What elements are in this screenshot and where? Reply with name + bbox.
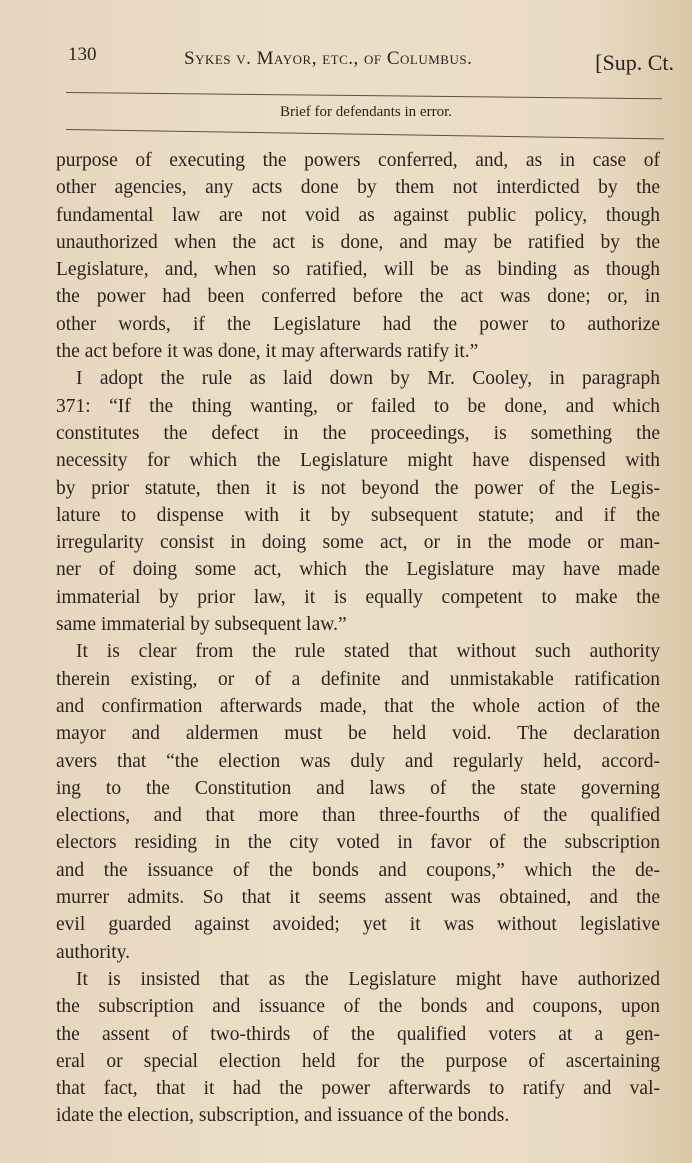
text-line: the subscription and issuance of the bonds and coupons, upon [56, 996, 660, 1018]
text-line: other agencies, any acts done by them not interdicted by the [56, 177, 660, 199]
text-line: It is insisted that as the Legislature might have authorized [76, 968, 660, 990]
paragraph [56, 365, 660, 638]
text-line: the assent of two-thirds of the qualified voters at a gen- [56, 1023, 660, 1045]
text-line: authority. [56, 941, 131, 963]
text-line: ing to the Constitution and laws of the state governing [56, 777, 660, 799]
text-line: electors residing in the city voted in favor of the subscription [56, 832, 660, 854]
text-line: idate the election, subscription, and issuance of the bonds. [56, 1105, 510, 1127]
text-line: and the issuance of the bonds and coupons,” which the de- [56, 859, 660, 881]
subheading: Brief for defendants in error. [279, 104, 453, 120]
page-number: 130 [68, 44, 97, 65]
text-line: It is clear from the rule stated that without such authority [76, 641, 660, 663]
running-header [68, 44, 674, 74]
text-line: elections, and that more than three-fourths of the qualified [56, 805, 660, 827]
text-line: other words, if the Legislature had the power to authorize [56, 313, 660, 335]
header-rule-bottom [66, 129, 664, 139]
text-line: Legislature, and, when so ratified, will be as binding as though [56, 259, 660, 281]
court-label: [Sup. Ct. [595, 50, 674, 75]
text-line: ner of doing some act, which the Legislature may have made [56, 559, 660, 581]
text-line: I adopt the rule as laid down by Mr. Cooley, in paragraph [76, 368, 660, 390]
body-text [56, 147, 660, 1130]
text-line: purpose of executing the powers conferred, and, as in case of [56, 150, 660, 171]
text-line: that fact, that it had the power afterwards to ratify and val- [56, 1078, 660, 1100]
text-line: 371: “If the thing wanting, or failed to be done, and which [56, 395, 660, 417]
text-line: same immaterial by subsequent law.” [56, 614, 347, 636]
paragraph [56, 966, 660, 1130]
text-line: mayor and aldermen must be held void. The declaration [56, 723, 660, 745]
text-line: murrer admits. So that it seems assent was obtained, and the [56, 887, 660, 909]
paragraph [56, 638, 660, 966]
text-line: necessity for which the Legislature might have dispensed with [56, 450, 660, 472]
text-line: lature to dispense with it by subsequent statute; and if the [56, 504, 660, 526]
text-line: fundamental law are not void as against public policy, though [56, 204, 660, 226]
text-line: the act before it was done, it may afterwards ratify it.” [56, 341, 479, 363]
text-line: irregularity consist in doing some act, or in the mode or man- [56, 532, 660, 554]
text-line: eral or special election held for the purpose of ascertaining [56, 1050, 660, 1072]
paragraph [56, 147, 660, 365]
text-line: and confirmation afterwards made, that the whole action of the [56, 695, 660, 717]
text-line: avers that “the election was duly and regularly held, accord- [56, 750, 660, 772]
text-line: therein existing, or of a definite and unmistakable ratification [56, 668, 660, 690]
text-line: immaterial by prior law, it is equally competent to make the [56, 586, 660, 608]
text-line: constitutes the defect in the proceedings, is something the [56, 422, 660, 444]
header-rule-top [66, 92, 662, 99]
text-line: the power had been conferred before the act was done; or, in [56, 286, 660, 308]
text-line: by prior statute, then it is not beyond the power of the Legis- [56, 477, 660, 499]
running-title: Sykes v. Mayor, etc., of Columbus. [184, 48, 473, 69]
text-line: evil guarded against avoided; yet it was without legislative [56, 914, 660, 936]
text-line: unauthorized when the act is done, and may be ratified by the [56, 231, 660, 253]
